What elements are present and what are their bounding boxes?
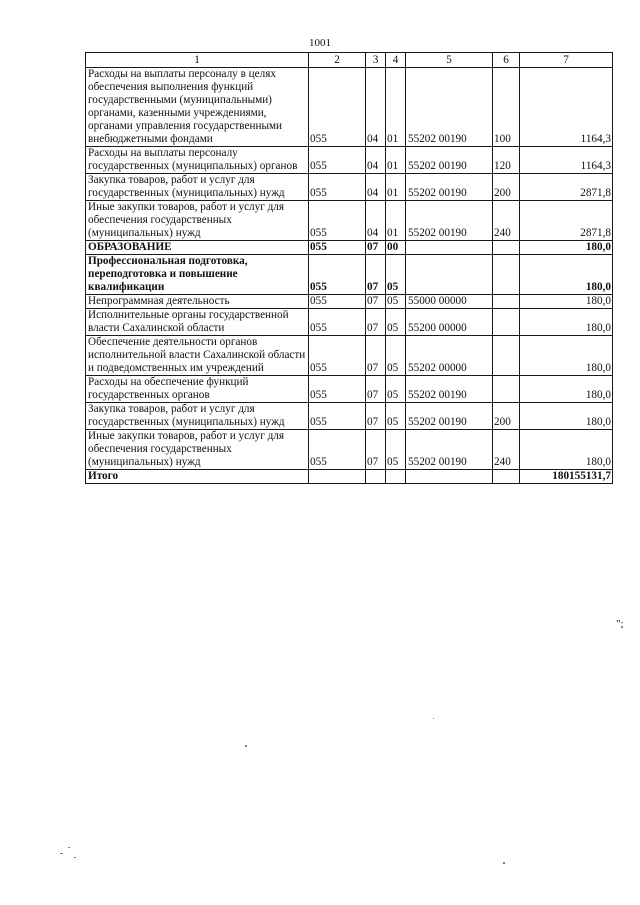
table-cell: 07 [366, 241, 386, 255]
table-cell: 01 [386, 147, 406, 174]
table-cell: 55202 00190 [406, 376, 493, 403]
table-cell: 180,0 [520, 336, 613, 376]
table-cell [366, 470, 386, 484]
table-cell: 055 [309, 295, 366, 309]
table-cell [493, 376, 520, 403]
table-cell: 05 [386, 430, 406, 470]
table-cell: 04 [366, 68, 386, 147]
page-number: 1001 [309, 37, 331, 49]
row-label: Закупка товаров, работ и услуг для государственных (муниципальных) нужд [86, 174, 309, 201]
table-body [86, 68, 613, 470]
table-cell: 04 [366, 174, 386, 201]
table-cell: 200 [493, 174, 520, 201]
table-row [86, 147, 613, 174]
table-row [86, 241, 613, 255]
row-label: Расходы на выплаты персоналу в целях обеспечения выполнения функций государственными (муниципальными) органами, казенными учреждениями, органами управления государственными внебюджетными фондами [86, 68, 309, 147]
table-cell: 200 [493, 403, 520, 430]
row-label: Расходы на обеспечение функций государственных органов [86, 376, 309, 403]
table-cell: 04 [366, 147, 386, 174]
row-label: Закупка товаров, работ и услуг для государственных (муниципальных) нужд [86, 403, 309, 430]
scan-speck [245, 745, 247, 747]
table-cell [493, 336, 520, 376]
column-header-1: 1 [86, 53, 309, 68]
table-cell: 55200 00000 [406, 309, 493, 336]
table-row [86, 403, 613, 430]
table-cell [493, 470, 520, 484]
table-cell [493, 295, 520, 309]
table-cell: 05 [386, 376, 406, 403]
table-cell: 55202 00190 [406, 68, 493, 147]
row-label: Непрограммная деятельность [86, 295, 309, 309]
table-cell: 2871,8 [520, 201, 613, 241]
table-cell: 055 [309, 403, 366, 430]
table-cell: 055 [309, 241, 366, 255]
table-cell [406, 255, 493, 295]
table-cell: 180,0 [520, 241, 613, 255]
table-cell: 2871,8 [520, 174, 613, 201]
table-cell: 00 [386, 241, 406, 255]
table-cell: 180,0 [520, 376, 613, 403]
table-cell: 120 [493, 147, 520, 174]
scan-speck [74, 857, 76, 858]
table-cell: 04 [366, 201, 386, 241]
column-header-5: 5 [406, 53, 493, 68]
table-cell: 07 [366, 295, 386, 309]
table-cell: 240 [493, 430, 520, 470]
table-cell [406, 470, 493, 484]
table-cell: 05 [386, 336, 406, 376]
column-header-2: 2 [309, 53, 366, 68]
table-cell: 180,0 [520, 255, 613, 295]
table-row [86, 255, 613, 295]
table-cell: 55202 00190 [406, 403, 493, 430]
total-label: Итого [86, 470, 309, 484]
row-label: Профессиональная подготовка, переподготовка и повышение квалификации [86, 255, 309, 295]
table-cell: 05 [386, 295, 406, 309]
table-cell: 180,0 [520, 430, 613, 470]
table-cell: 07 [366, 376, 386, 403]
row-label: ОБРАЗОВАНИЕ [86, 241, 309, 255]
table-row [86, 376, 613, 403]
table-cell: 07 [366, 336, 386, 376]
table-cell: 1164,3 [520, 147, 613, 174]
table-cell: 055 [309, 147, 366, 174]
table-cell: 180,0 [520, 295, 613, 309]
table-cell: 05 [386, 255, 406, 295]
table-row [86, 430, 613, 470]
table-row [86, 309, 613, 336]
table-cell: 180,0 [520, 309, 613, 336]
column-header-4: 4 [386, 53, 406, 68]
table-row [86, 336, 613, 376]
row-label: Иные закупки товаров, работ и услуг для обеспечения государственных (муниципальных) нужд [86, 201, 309, 241]
table-cell: 055 [309, 255, 366, 295]
table-cell: 07 [366, 403, 386, 430]
table-cell: 055 [309, 336, 366, 376]
header-row [86, 53, 613, 68]
table-cell: 55202 00190 [406, 430, 493, 470]
scan-speck [68, 847, 70, 848]
scan-speck [60, 853, 63, 854]
row-label: Обеспечение деятельности органов исполнительной власти Сахалинской области и подведомственных им учреждений [86, 336, 309, 376]
table-cell: 01 [386, 68, 406, 147]
scan-speck [503, 862, 505, 864]
row-label: Расходы на выплаты персоналу государственных (муниципальных) органов [86, 147, 309, 174]
row-label: Иные закупки товаров, работ и услуг для обеспечения государственных (муниципальных) нужд [86, 430, 309, 470]
table-cell: 240 [493, 201, 520, 241]
table-cell [309, 470, 366, 484]
table-cell: 55000 00000 [406, 295, 493, 309]
table-cell: 055 [309, 376, 366, 403]
table-cell: 01 [386, 201, 406, 241]
total-row [86, 470, 613, 484]
row-label: Исполнительные органы государственной власти Сахалинской области [86, 309, 309, 336]
table-cell: 180,0 [520, 403, 613, 430]
closing-quote: "; [616, 618, 624, 630]
table-cell: 05 [386, 403, 406, 430]
column-header-3: 3 [366, 53, 386, 68]
table-cell: 055 [309, 201, 366, 241]
table-cell [386, 470, 406, 484]
table-cell: 55202 00000 [406, 336, 493, 376]
table-cell: 07 [366, 309, 386, 336]
table-cell [406, 241, 493, 255]
table-row [86, 174, 613, 201]
table-cell: 055 [309, 68, 366, 147]
budget-table [85, 52, 613, 484]
scan-speck [433, 718, 434, 719]
table-cell: 055 [309, 174, 366, 201]
table-cell: 55202 00190 [406, 174, 493, 201]
table-cell [493, 241, 520, 255]
table-cell: 055 [309, 430, 366, 470]
total-value: 180155131,7 [520, 470, 613, 484]
table-cell: 05 [386, 309, 406, 336]
table-row [86, 295, 613, 309]
table-cell [493, 255, 520, 295]
table-row [86, 201, 613, 241]
table-cell [493, 309, 520, 336]
table-cell: 100 [493, 68, 520, 147]
table-cell: 1164,3 [520, 68, 613, 147]
table-cell: 07 [366, 255, 386, 295]
column-header-6: 6 [493, 53, 520, 68]
table-row [86, 68, 613, 147]
table-cell: 55202 00190 [406, 147, 493, 174]
table-cell: 55202 00190 [406, 201, 493, 241]
table-cell: 055 [309, 309, 366, 336]
column-header-7: 7 [520, 53, 613, 68]
table-cell: 01 [386, 174, 406, 201]
table-cell: 07 [366, 430, 386, 470]
